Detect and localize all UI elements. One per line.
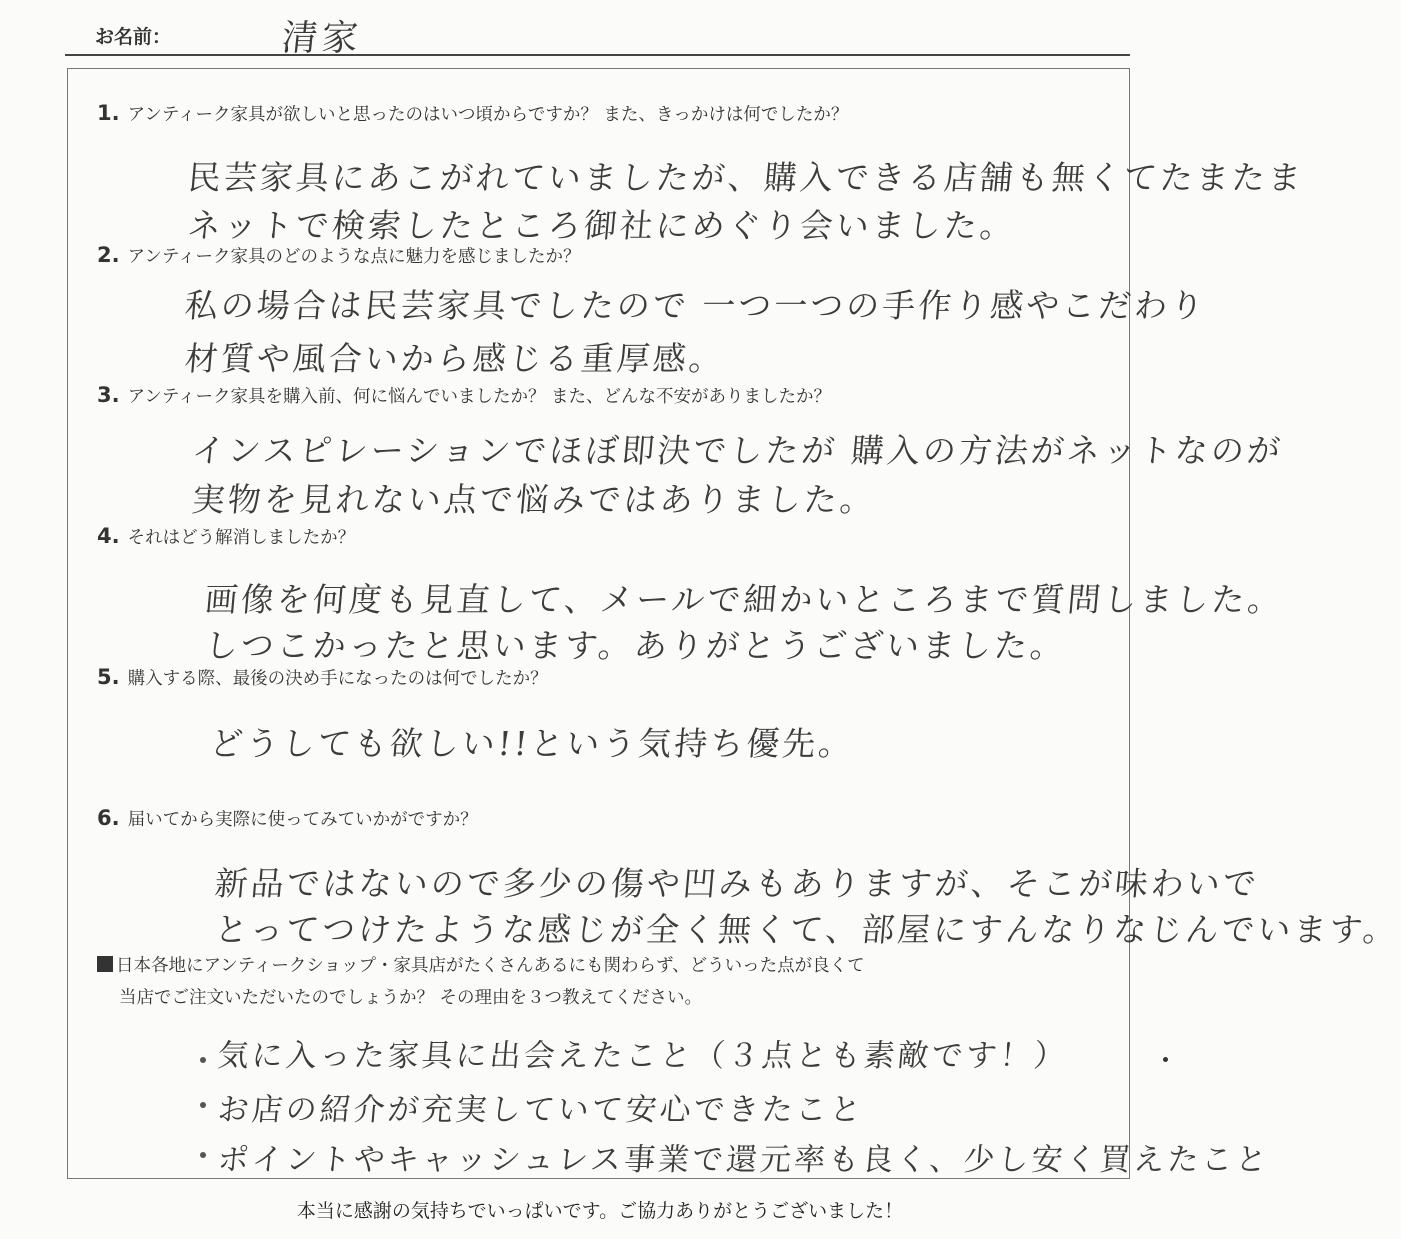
bullet-dot-icon: [200, 1057, 206, 1063]
ink-speck: [1163, 1057, 1168, 1062]
answer-1-line-1: 民芸家具にあこがれていましたが、購入できる店舗も無くてたまたま: [186, 158, 1306, 197]
thanks-message: 本当に感謝の気持ちでいっぱいです。ご協力ありがとうございました！: [296, 1200, 904, 1222]
reason-1: 気に入った家具に出会えたこと（３点とも素敵です！）: [216, 1038, 1070, 1074]
answer-2-line-2: 材質や風合いから感じる重厚感。: [183, 339, 727, 378]
answer-3-line-1: インスピレーションでほぼ即決でしたが 購入の方法がネットなのが: [190, 431, 1285, 470]
question-text: アンティーク家具のどのような点に魅力を感じましたか？: [127, 247, 581, 267]
question-number: 1.: [97, 101, 120, 125]
answer-3-line-2: 実物を見れない点で悩みではありました。: [190, 480, 878, 519]
reasons-prompt-line-2: 当店でご注文いただいたのでしょうか？ その理由を３つ教えてください。: [119, 988, 703, 1008]
question-number: 2.: [97, 243, 120, 267]
name-value: 清家: [279, 18, 364, 59]
question-1: [97, 101, 848, 126]
question-5: [97, 665, 548, 690]
answer-1-line-2: ネットで検索したところ御社にめぐり会いました。: [186, 206, 1018, 245]
reasons-prompt: [97, 950, 865, 1014]
reasons-prompt-line-1: 日本各地にアンティークショップ・家具店がたくさんあるにも関わらず、どういった点が良くて: [116, 956, 865, 976]
bullet-dot-icon: [200, 1152, 206, 1158]
bullet-dot-icon: [200, 1102, 206, 1108]
question-number: 6.: [97, 806, 120, 830]
answer-6-line-1: 新品ではないので多少の傷や凹みもありますが、そこが味わいで: [213, 864, 1261, 903]
question-2: [97, 243, 581, 268]
reason-2: お店の紹介が充実していて安心できたこと: [216, 1092, 866, 1128]
question-number: 3.: [97, 383, 120, 407]
reason-3: ポイントやキャッシュレス事業で還元率も良く、少し安く買えたこと: [216, 1142, 1272, 1178]
name-underline: [65, 54, 1130, 56]
question-text: 届いてから実際に使ってみていかがですか？: [127, 810, 478, 830]
answer-2-line-1: 私の場合は民芸家具でしたので 一つ一つの手作り感やこだわり: [183, 286, 1209, 325]
answer-5-line-1: どうしても欲しい!!という気持ち優先。: [208, 724, 857, 763]
answer-4-line-1: 画像を何度も見直して、メールで細かいところまで質問しました。: [203, 580, 1286, 619]
question-3: [97, 383, 831, 408]
question-4: [97, 524, 355, 549]
question-text: それはどう解消しましたか？: [127, 528, 356, 548]
question-6: [97, 806, 478, 831]
square-bullet-icon: [97, 956, 113, 972]
question-number: 4.: [97, 524, 120, 548]
question-text: アンティーク家具が欲しいと思ったのはいつ頃からですか？ また、きっかけは何でしたか？: [127, 105, 849, 125]
answer-6-line-2: とってつけたような感じが全く無くて、部屋にすんなりなじんでいます。: [213, 910, 1401, 949]
answer-4-line-2: しつこかったと思います。ありがとうございました。: [203, 626, 1068, 665]
question-text: 購入する際、最後の決め手になったのは何でしたか？: [127, 669, 548, 689]
question-number: 5.: [97, 665, 120, 689]
name-label: お名前：: [95, 26, 172, 48]
question-text: アンティーク家具を購入前、何に悩んでいましたか？ また、どんな不安がありましたか？: [127, 387, 832, 407]
